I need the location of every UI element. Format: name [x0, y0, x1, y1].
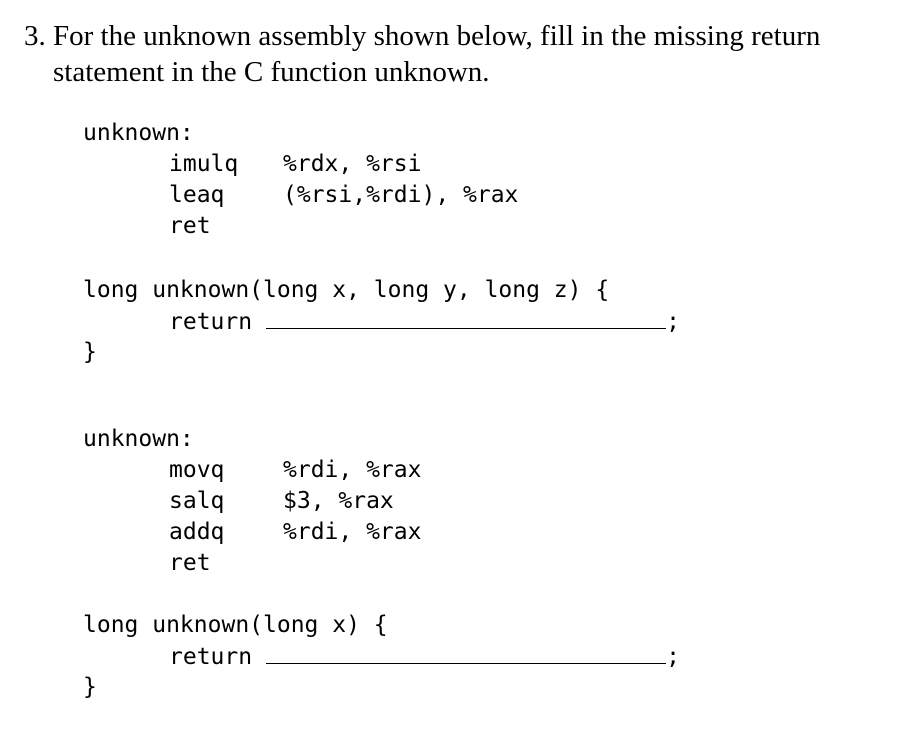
closing-brace: } — [83, 674, 97, 700]
assembly-block-1 — [83, 118, 518, 242]
question-line-1: 3. For the unknown assembly shown below, fill in the missing return — [24, 20, 821, 52]
asm-instruction — [83, 548, 421, 579]
asm-mnemonic: salq — [169, 488, 225, 514]
c-signature: long unknown(long x) { — [83, 612, 388, 638]
answer-blank-2[interactable] — [266, 641, 666, 664]
asm-mnemonic: imulq — [169, 151, 239, 177]
question-line-2: statement in the C function unknown. — [53, 56, 490, 88]
asm-operands: (%rsi,%rdi), %rax — [283, 182, 519, 208]
asm-label: unknown: — [83, 120, 194, 146]
asm-label: unknown: — [83, 426, 194, 452]
asm-instruction — [83, 149, 518, 180]
assembly-block-2 — [83, 424, 421, 579]
c-signature: long unknown(long x, long y, long z) { — [83, 277, 610, 303]
asm-operands: %rdi, %rax — [283, 457, 422, 483]
asm-instruction — [83, 486, 421, 517]
asm-mnemonic: leaq — [169, 182, 225, 208]
asm-mnemonic: ret — [169, 213, 211, 239]
question-text — [24, 18, 914, 90]
asm-mnemonic: ret — [169, 550, 211, 576]
asm-instruction — [83, 455, 421, 486]
asm-operands: %rdi, %rax — [283, 519, 422, 545]
asm-operands: $3, %rax — [283, 488, 394, 514]
asm-instruction — [83, 517, 421, 548]
asm-instruction — [83, 211, 518, 242]
c-function-block-1 — [83, 275, 680, 368]
c-return-line — [83, 306, 680, 337]
return-keyword: return — [169, 644, 253, 670]
c-function-block-2 — [83, 610, 680, 703]
asm-mnemonic: movq — [169, 457, 225, 483]
c-return-line — [83, 641, 680, 672]
closing-brace: } — [83, 339, 97, 365]
semicolon: ; — [666, 644, 680, 670]
return-keyword: return — [169, 309, 253, 335]
asm-mnemonic: addq — [169, 519, 225, 545]
answer-blank-1[interactable] — [266, 306, 666, 329]
asm-operands: %rdx, %rsi — [283, 151, 422, 177]
semicolon: ; — [666, 309, 680, 335]
asm-instruction — [83, 180, 518, 211]
